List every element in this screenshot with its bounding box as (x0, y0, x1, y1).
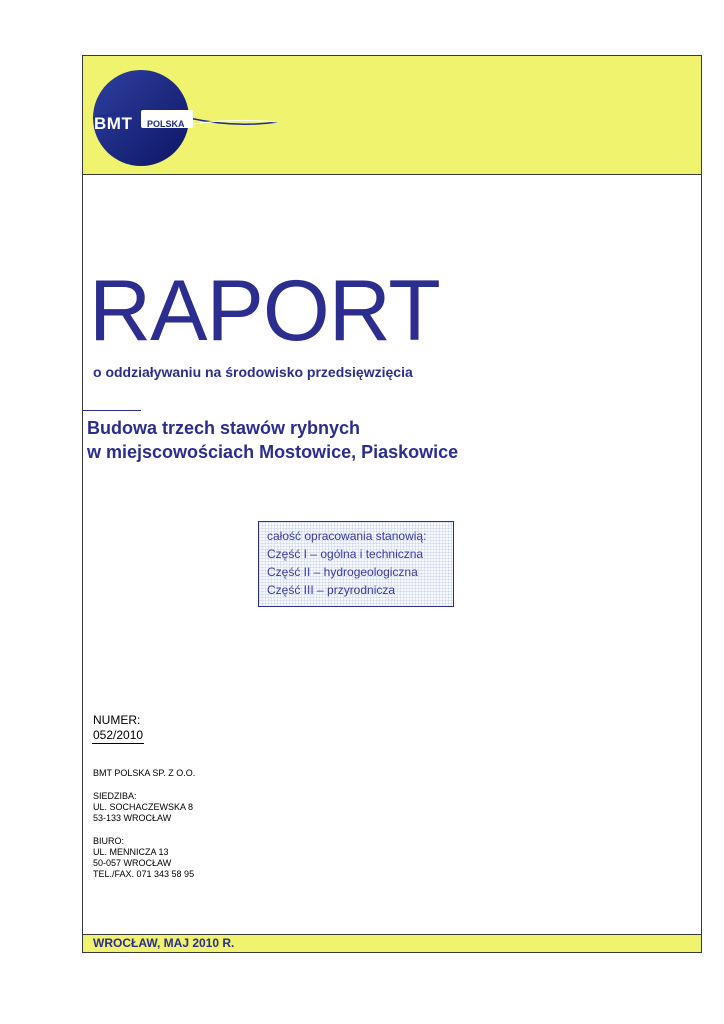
parts-heading: całość opracowania stanowią: (267, 529, 427, 543)
document-page (82, 55, 702, 953)
company-name: BMT POLSKA SP. Z O.O. (93, 768, 196, 778)
office-street: UL. MENNICZA 13 (93, 847, 169, 857)
project-title (87, 416, 458, 464)
logo-brand: BMT (94, 114, 133, 133)
logo-sub: POLSKA (147, 119, 185, 129)
section-divider (83, 410, 141, 411)
number-value: 052/2010 (93, 728, 144, 742)
company-info (93, 768, 195, 880)
parts-box (258, 521, 454, 607)
seat-city: 53-133 WROCŁAW (93, 813, 172, 823)
seat-street: UL. SOCHACZEWSKA 8 (93, 802, 194, 812)
project-title-line2: w miejscowościach Mostowice, Piaskowice (87, 442, 459, 462)
seat-label: SIEDZIBA: (93, 791, 137, 801)
office-city: 50-057 WROCŁAW (93, 858, 172, 868)
project-title-line1: Budowa trzech stawów rybnych (87, 418, 361, 438)
parts-item: Część I – ogólna i techniczna (267, 547, 424, 561)
report-title: RAPORT (89, 263, 440, 359)
report-subtitle: o oddziaływaniu na środowisko przedsięwzięcia (93, 364, 413, 380)
place-date: WROCŁAW, MAJ 2010 R. (93, 936, 235, 950)
bmt-polska-logo (85, 66, 285, 166)
parts-item: Część III – przyrodnicza (267, 583, 396, 597)
number-underline (92, 743, 144, 744)
phone: TEL./FAX. 071 343 58 95 (93, 869, 195, 879)
report-number (93, 713, 143, 743)
footer-band (83, 934, 701, 952)
parts-item: Część II – hydrogeologiczna (267, 565, 418, 579)
number-label: NUMER: (93, 713, 141, 727)
office-label: BIURO: (93, 836, 125, 846)
header-band (83, 56, 701, 175)
